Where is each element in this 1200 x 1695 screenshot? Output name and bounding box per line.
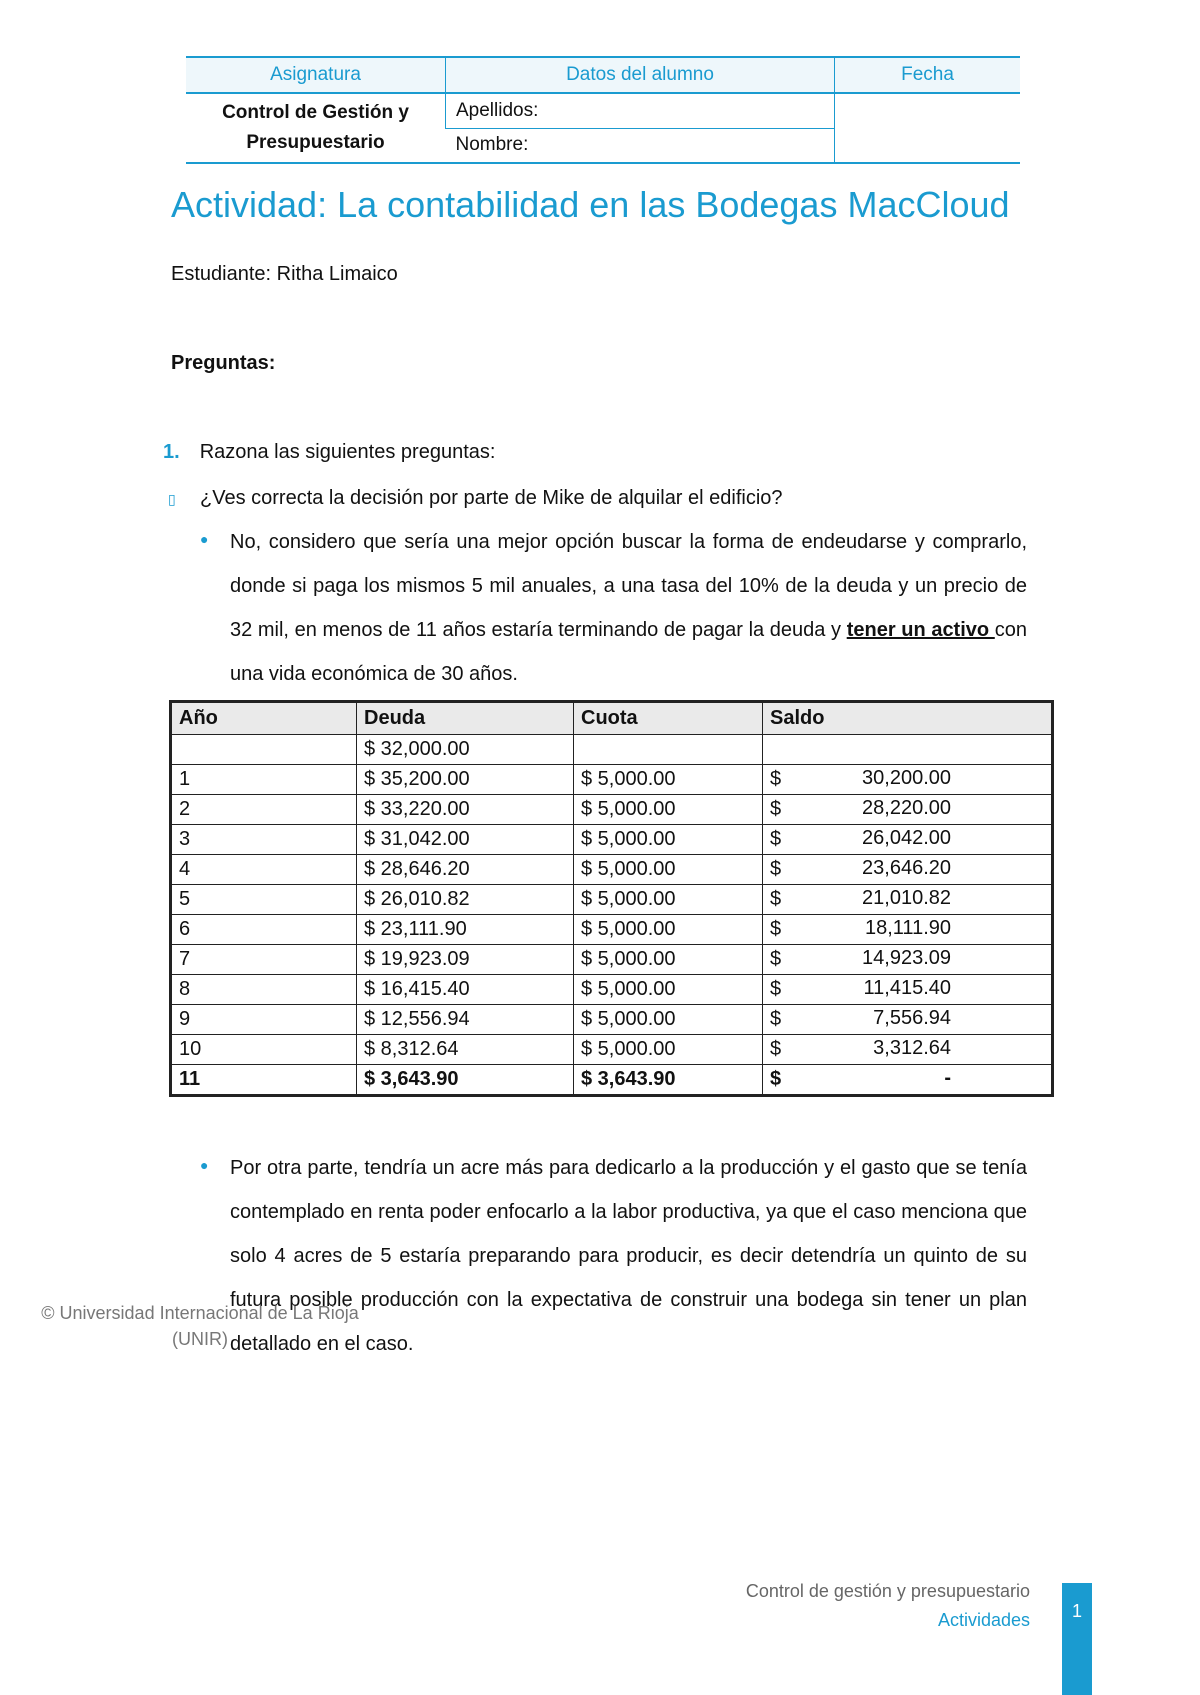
payment-cell: $ 5,000.00 <box>574 855 763 885</box>
balance-cell <box>763 855 1052 885</box>
year-cell <box>172 735 357 765</box>
table-row <box>172 1005 1052 1035</box>
sub-question <box>168 487 783 510</box>
debt-cell: $ 8,312.64 <box>357 1035 574 1065</box>
payment-cell: $ 5,000.00 <box>574 975 763 1005</box>
currency-symbol: $ <box>770 918 782 940</box>
debt-cell: $ 16,415.40 <box>357 975 574 1005</box>
page-number: 1 <box>1062 1583 1092 1695</box>
debt-table <box>171 702 1052 1095</box>
header-table <box>186 56 1020 164</box>
balance-amount: - <box>944 1067 951 1089</box>
table-row <box>172 855 1052 885</box>
table-row <box>172 1065 1052 1095</box>
debt-cell: $ 31,042.00 <box>357 825 574 855</box>
payment-cell: $ 5,000.00 <box>574 765 763 795</box>
header-col-date: Fecha <box>835 57 1021 93</box>
balance-amount: 23,646.20 <box>862 857 951 879</box>
payment-cell: $ 5,000.00 <box>574 1005 763 1035</box>
footer-course: Control de gestión y presupuestario <box>745 1581 1030 1601</box>
questions-heading: Preguntas: <box>171 352 276 374</box>
payment-cell: $ 5,000.00 <box>574 825 763 855</box>
balance-amount: 18,111.90 <box>864 917 951 939</box>
balance-amount: 21,010.82 <box>862 887 951 909</box>
year-cell: 4 <box>172 855 357 885</box>
currency-symbol: $ <box>770 1008 782 1030</box>
header-col-student: Datos del alumno <box>446 57 835 93</box>
bullet-icon: ● <box>200 531 209 547</box>
question-number: 1. <box>163 441 180 463</box>
sub-question-text: ¿Ves correcta la decisión por parte de Mike de alquilar el edificio? <box>200 487 783 509</box>
debt-cell: $ 32,000.00 <box>357 735 574 765</box>
column-header-year: Año <box>172 703 357 735</box>
subject-line2: Presupuestario <box>246 132 385 153</box>
name-field[interactable]: Nombre: <box>446 128 835 163</box>
payment-cell: $ 5,000.00 <box>574 915 763 945</box>
question-label: Razona las siguientes preguntas: <box>199 441 496 463</box>
balance-cell <box>763 765 1052 795</box>
balance-cell <box>763 825 1052 855</box>
date-field[interactable] <box>835 93 1021 163</box>
balance-amount: 14,923.09 <box>862 947 951 969</box>
table-row <box>172 735 1052 765</box>
subject-line1: Control de Gestión y <box>222 102 409 123</box>
table-row <box>172 1035 1052 1065</box>
year-cell: 8 <box>172 975 357 1005</box>
currency-symbol: $ <box>770 798 782 820</box>
year-cell: 7 <box>172 945 357 975</box>
column-header-payment: Cuota <box>574 703 763 735</box>
debt-cell: $ 28,646.20 <box>357 855 574 885</box>
answer-2: Por otra parte, tendría un acre más para dedicarlo a la producción y el gasto que se tenía contemplado en renta poder enfocarlo a la labor productiva, ya que el caso menciona que solo 4 acres de 5 estaría preparando para producir, es decir detendría un quinto de su futura posible producción con la expectativa de construir una bodega sin tener un plan detallado en el caso. <box>230 1157 1027 1355</box>
currency-symbol: $ <box>770 768 782 790</box>
checkbox-marker-icon: ▯ <box>168 491 176 507</box>
debt-cell: $ 12,556.94 <box>357 1005 574 1035</box>
table-row <box>172 885 1052 915</box>
year-cell: 5 <box>172 885 357 915</box>
balance-amount: 28,220.00 <box>862 797 951 819</box>
currency-symbol: $ <box>770 888 782 910</box>
year-cell: 11 <box>172 1065 357 1095</box>
table-row <box>172 795 1052 825</box>
debt-cell: $ 35,200.00 <box>357 765 574 795</box>
balance-cell <box>763 795 1052 825</box>
balance-amount: 30,200.00 <box>862 767 951 789</box>
column-header-debt: Deuda <box>357 703 574 735</box>
balance-cell <box>763 1005 1052 1035</box>
debt-cell: $ 26,010.82 <box>357 885 574 915</box>
table-row <box>172 825 1052 855</box>
debt-cell: $ 33,220.00 <box>357 795 574 825</box>
currency-symbol: $ <box>770 828 782 850</box>
payment-cell <box>574 735 763 765</box>
student-name: Estudiante: Ritha Limaico <box>171 263 398 285</box>
table-header-row <box>172 703 1052 735</box>
table-row <box>172 765 1052 795</box>
debt-cell: $ 23,111.90 <box>357 915 574 945</box>
answer-1-text-before: No, considero que sería una mejor opción buscar la forma de endeudarse y comprarlo, donde si paga los mismos 5 mil anuales, a una tasa del 10% de la deuda y un precio de 32 mil, en menos de 11 años estaría terminando de pagar la deuda y <box>230 531 1027 641</box>
year-cell: 6 <box>172 915 357 945</box>
payment-cell: $ 5,000.00 <box>574 1035 763 1065</box>
year-cell: 3 <box>172 825 357 855</box>
currency-symbol: $ <box>770 858 782 880</box>
year-cell: 9 <box>172 1005 357 1035</box>
answer-1 <box>230 520 1027 696</box>
header-col-subject: Asignatura <box>186 57 446 93</box>
balance-cell <box>763 735 1052 765</box>
question-1 <box>163 441 495 464</box>
table-row <box>172 915 1052 945</box>
year-cell: 1 <box>172 765 357 795</box>
balance-cell <box>763 975 1052 1005</box>
university-line1: © Universidad Internacional de La Rioja <box>41 1303 359 1323</box>
table-row <box>172 975 1052 1005</box>
table-row <box>172 945 1052 975</box>
debt-cell: $ 3,643.90 <box>357 1065 574 1095</box>
balance-cell <box>763 1035 1052 1065</box>
currency-symbol: $ <box>770 948 782 970</box>
subject-cell <box>186 93 446 163</box>
year-cell: 2 <box>172 795 357 825</box>
footer-section: Actividades <box>937 1610 1030 1630</box>
payment-cell: $ 5,000.00 <box>574 945 763 975</box>
currency-symbol: $ <box>770 1068 782 1090</box>
balance-cell <box>763 1065 1052 1095</box>
university-line2: (UNIR) <box>172 1329 228 1349</box>
currency-symbol: $ <box>770 1038 782 1060</box>
answer-1-text-after: con una vida económica de 30 años. <box>230 619 1028 685</box>
footer <box>746 1577 1030 1635</box>
balance-cell <box>763 885 1052 915</box>
debt-cell: $ 19,923.09 <box>357 945 574 975</box>
answer-1-emphasis: tener un activo <box>846 619 995 641</box>
payment-cell: $ 5,000.00 <box>574 885 763 915</box>
payment-cell: $ 5,000.00 <box>574 795 763 825</box>
university-watermark <box>22 1300 378 1352</box>
page-title: Actividad: La contabilidad en las Bodegas MacCloud <box>171 184 1010 225</box>
bullet-icon: ● <box>200 1157 209 1173</box>
balance-amount: 7,556.94 <box>873 1007 951 1029</box>
payment-cell: $ 3,643.90 <box>574 1065 763 1095</box>
balance-amount: 26,042.00 <box>862 827 951 849</box>
column-header-balance: Saldo <box>763 703 1052 735</box>
balance-amount: 11,415.40 <box>863 977 951 999</box>
currency-symbol: $ <box>770 978 782 1000</box>
balance-cell <box>763 945 1052 975</box>
surnames-field[interactable]: Apellidos: <box>446 93 835 128</box>
balance-cell <box>763 915 1052 945</box>
balance-amount: 3,312.64 <box>873 1037 951 1059</box>
year-cell: 10 <box>172 1035 357 1065</box>
